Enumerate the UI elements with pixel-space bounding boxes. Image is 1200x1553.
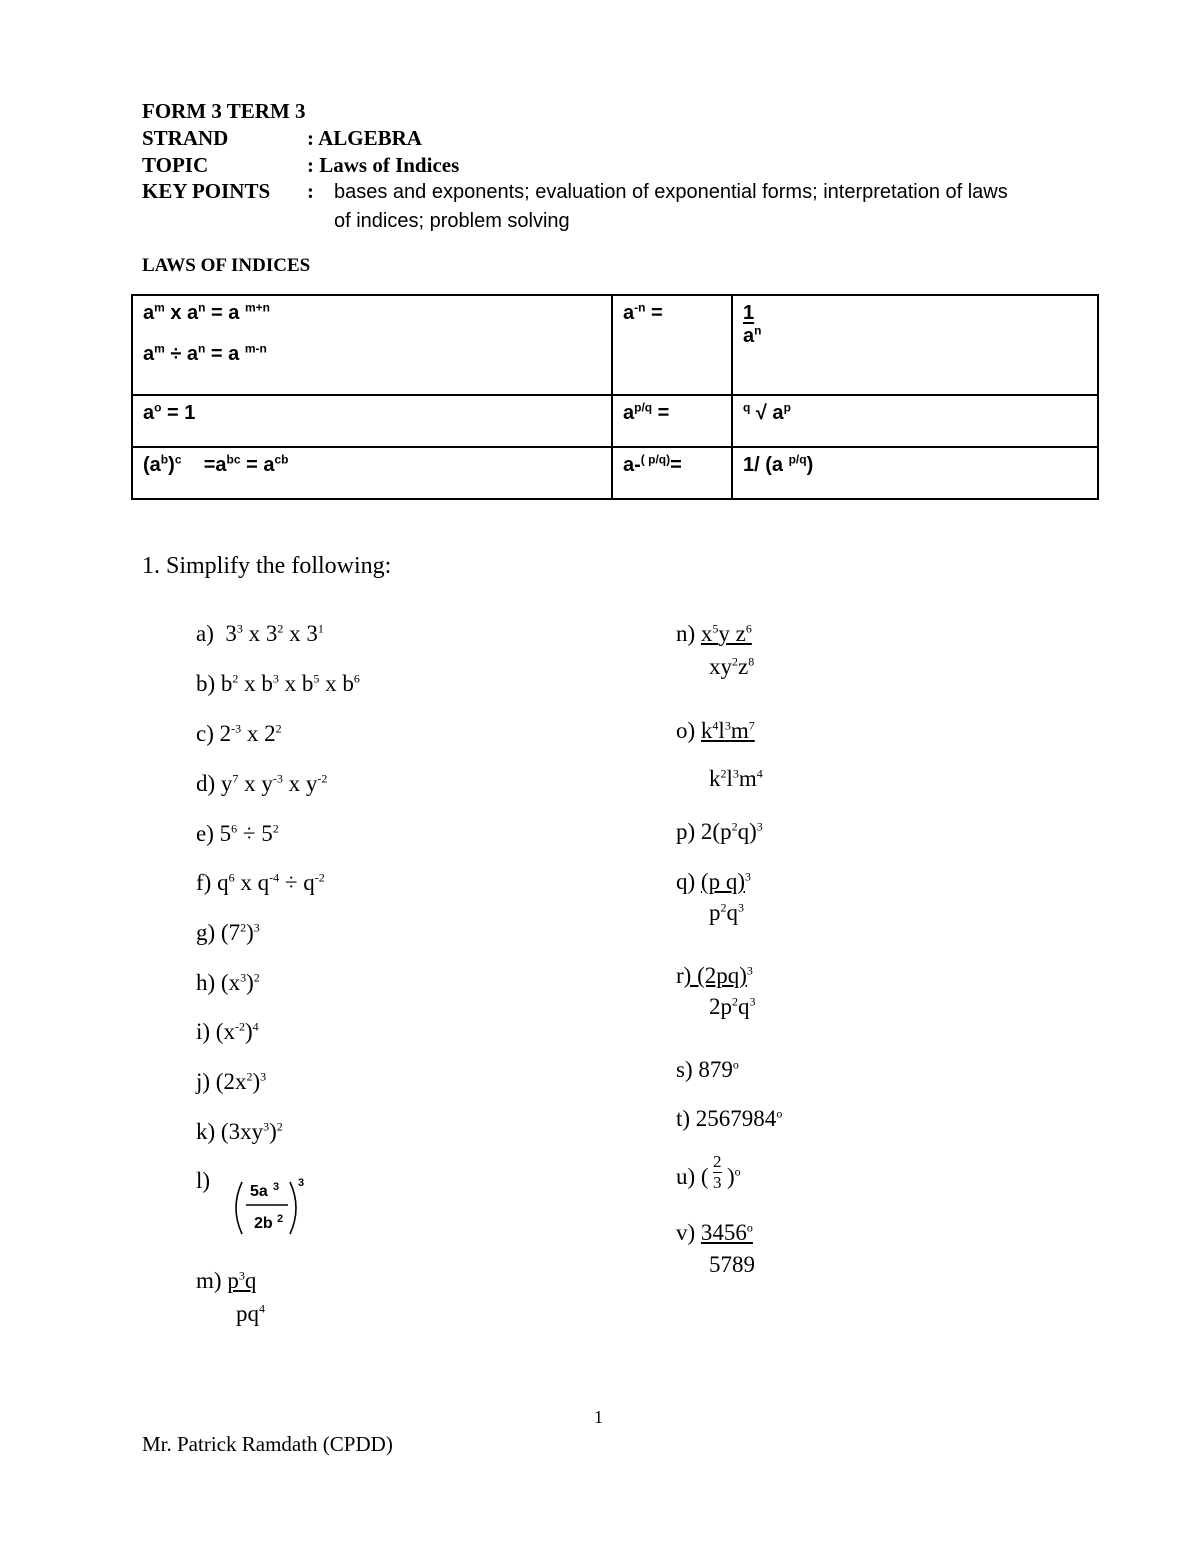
exercise-m: m) $p^3q$ xyxy=(196,1268,257,1293)
exercise-q: q) (p q)$^3$ xyxy=(676,869,751,894)
exercise-n: n) $x^5y$ $z^6$ xyxy=(676,621,752,646)
svg-text:3: 3 xyxy=(298,1177,305,1189)
law-cell-product-quotient: $a^m$ x $a^n = a$ $^{m+n}$ $a^m \div a^n = a$ $^{m-n}$ xyxy=(132,295,612,395)
law-cell-negative-lhs: $a^{-n}$ = xyxy=(612,295,732,395)
svg-text:2b: 2b xyxy=(254,1215,273,1232)
exercise-v-denominator: 5789 xyxy=(709,1252,755,1277)
exercise-d: d) $y^7$ x $y^{-3}$ x $y^{-2}$ xyxy=(196,771,328,796)
law-cell-negative-rhs: $\frac{1}{a^n}$ xyxy=(732,295,1098,395)
exercise-b: b) $b^2$ x $b^3$ x $b^5$ x $b^6$ xyxy=(196,671,360,696)
exercise-l-expression xyxy=(228,1172,308,1244)
topic-label: TOPIC xyxy=(142,153,209,177)
exercise-i: i) $(x^{-2})^4$ xyxy=(196,1019,259,1044)
law-cell-zero: $a^o = 1$ xyxy=(132,395,612,447)
law-cell-neg-fractional-lhs: a-$^{( p/q)}$= xyxy=(612,447,732,499)
exercise-o: o) $k^4l^3m^7$ xyxy=(676,718,755,743)
keypoints-colon: : xyxy=(307,179,314,203)
law-cell-power: $(a^b)^c$ $=a^{bc} = a^{cb}$ xyxy=(132,447,612,499)
exercise-t: t) 2567984$^o$ xyxy=(676,1106,783,1131)
keypoints-line1: bases and exponents; evaluation of exponential forms; interpretation of laws xyxy=(334,181,1008,203)
exercise-j: j) $(2x^2)^3$ xyxy=(196,1069,267,1094)
strand-value: : ALGEBRA xyxy=(307,126,422,150)
laws-table xyxy=(131,294,1099,500)
svg-text:5a: 5a xyxy=(250,1183,268,1200)
question-heading: 1. Simplify the following: xyxy=(142,553,392,579)
exercise-a: a) $3^3$ x $3^2$ x $3^1$ xyxy=(196,621,324,646)
footer-author: Mr. Patrick Ramdath (CPDD) xyxy=(142,1432,393,1456)
exercise-u-fraction: 2 3 xyxy=(713,1152,722,1192)
exercise-l-fraction xyxy=(228,1172,308,1244)
exercise-s: s) 879$^o$ xyxy=(676,1057,739,1082)
exercise-m-denominator: $pq^4$ xyxy=(236,1301,265,1326)
topic-value: : Laws of Indices xyxy=(307,153,460,177)
exercise-g: g) $(7^2)^3$ xyxy=(196,920,260,945)
header-form: FORM 3 TERM 3 xyxy=(142,99,306,123)
exercise-l: l) xyxy=(196,1168,211,1193)
exercise-f: f) $q^6$ x $q^{-4} \div q^{-2}$ xyxy=(196,870,325,895)
law-cell-fractional-rhs: $^q$ √ $a^p$ xyxy=(732,395,1098,447)
exercise-o-denominator: $k^2l^3m^4$ xyxy=(709,766,763,791)
keypoints-line2: of indices; problem solving xyxy=(334,210,570,232)
svg-text:3: 3 xyxy=(273,1181,280,1193)
exercise-k: k) $(3xy^3)^2$ xyxy=(196,1119,283,1144)
exercise-e: e) $5^6 \div 5^2$ xyxy=(196,821,279,846)
exercise-v: v) 3456$^o$ xyxy=(676,1220,753,1245)
strand-label: STRAND xyxy=(142,126,229,150)
exercise-p: p) $2(p^2q)^3$ xyxy=(676,819,763,844)
exercise-r-denominator: $2p^2q^3$ xyxy=(709,994,756,1019)
exercise-n-denominator: $xy^2z^8$ xyxy=(709,654,755,679)
exercise-u-close: )$^o$ xyxy=(727,1164,741,1189)
exercise-q-denominator: $p^2q^3$ xyxy=(709,900,744,925)
law-cell-fractional-lhs: $a^{p/q}$ = xyxy=(612,395,732,447)
laws-heading: LAWS OF INDICES xyxy=(142,255,311,276)
exercise-u: u) ( xyxy=(676,1164,709,1189)
exercise-c: c) $2^{-3}$ x $2^2$ xyxy=(196,721,282,746)
keypoints-label: KEY POINTS xyxy=(142,179,271,203)
page-number: 1 xyxy=(594,1407,603,1427)
exercise-r: r) $(2pq)^3$ xyxy=(676,963,753,988)
law-cell-neg-fractional-rhs: 1/ (a $^{p/q}$) xyxy=(732,447,1098,499)
svg-text:2: 2 xyxy=(277,1213,284,1225)
exercise-h: h) $(x^3)^2$ xyxy=(196,970,260,995)
